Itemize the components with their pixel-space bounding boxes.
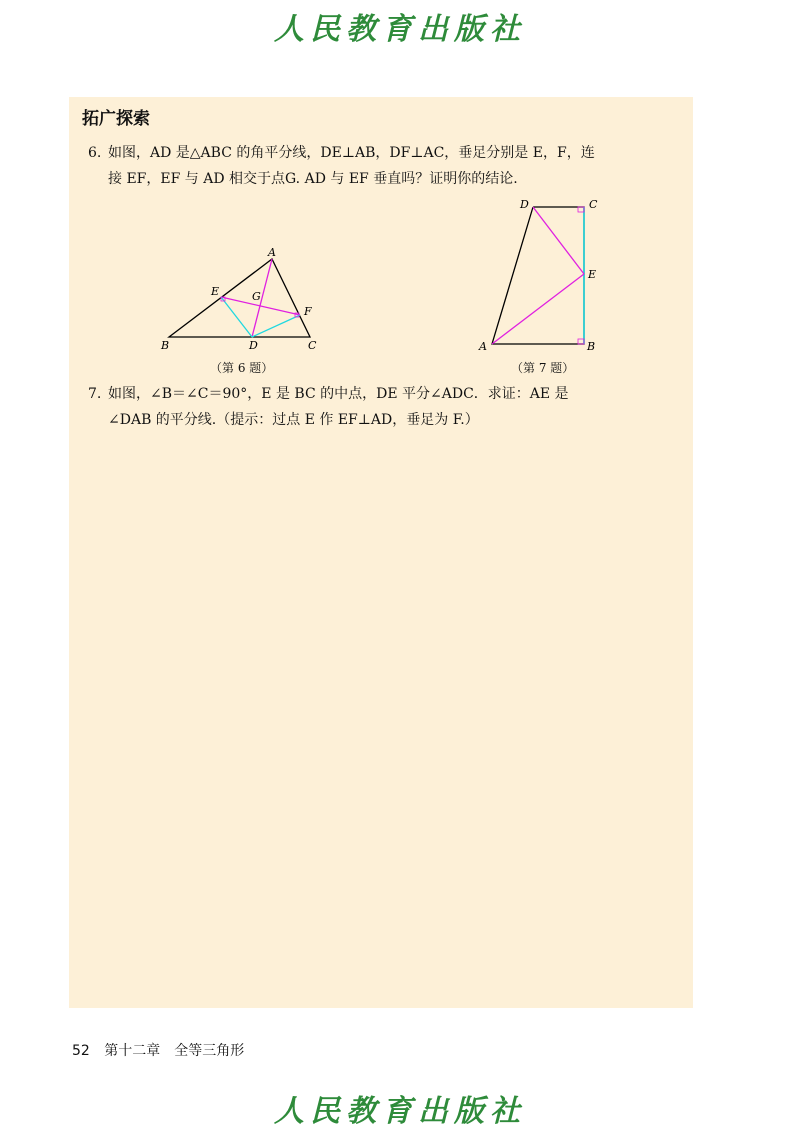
figure-6 — [155, 240, 335, 355]
problem6-line2: 接 EF，EF 与 AD 相交于点G. AD 与 EF 垂直吗？证明你的结论. — [108, 171, 518, 187]
figure7-caption: （第 7 题） — [511, 361, 575, 375]
chapter-title: 第十二章 全等三角形 — [104, 1043, 245, 1059]
label-g: G — [252, 290, 261, 303]
figure6-caption: （第 6 题） — [210, 361, 274, 375]
problem7-line2: ∠DAB 的平分线.（提示：过点 E 作 EF⊥AD，垂足为 F.） — [108, 412, 479, 428]
figure-7 — [470, 192, 610, 352]
label-d: D — [520, 198, 529, 211]
label-c: C — [589, 198, 598, 211]
label-c: C — [308, 339, 317, 352]
label-d: D — [249, 339, 258, 352]
label-f: F — [304, 305, 312, 318]
label-e: E — [211, 285, 220, 298]
publisher-logo-top: 人民教育出版社 — [274, 12, 526, 47]
right-angle-c — [578, 207, 584, 212]
label-a: A — [268, 246, 276, 259]
segment-ae — [492, 274, 584, 344]
publisher-logo-bottom: 人民教育出版社 — [274, 1094, 526, 1129]
label-e: E — [588, 268, 597, 281]
page-footer — [72, 1040, 244, 1060]
problem7-line1: 如图，∠B＝∠C＝90°，E 是 BC 的中点，DE 平分∠ADC．求证：AE 是 — [108, 386, 569, 402]
section-title: 拓广探索 — [82, 109, 150, 129]
segment-de — [533, 207, 584, 274]
segment-df — [252, 315, 300, 337]
page-number: 52 — [72, 1043, 90, 1059]
problem6-number: 6. — [88, 145, 102, 161]
label-b: B — [161, 339, 170, 352]
label-a: A — [479, 340, 487, 352]
quadrilateral-abcd — [492, 207, 584, 344]
triangle-abc — [169, 259, 310, 337]
label-b: B — [587, 340, 596, 352]
problem6-line1: 如图，AD 是△ABC 的角平分线，DE⊥AB，DF⊥AC，垂足分别是 E，F，连 — [108, 145, 595, 161]
problem7-number: 7. — [88, 386, 102, 402]
right-angle-b — [578, 339, 584, 344]
